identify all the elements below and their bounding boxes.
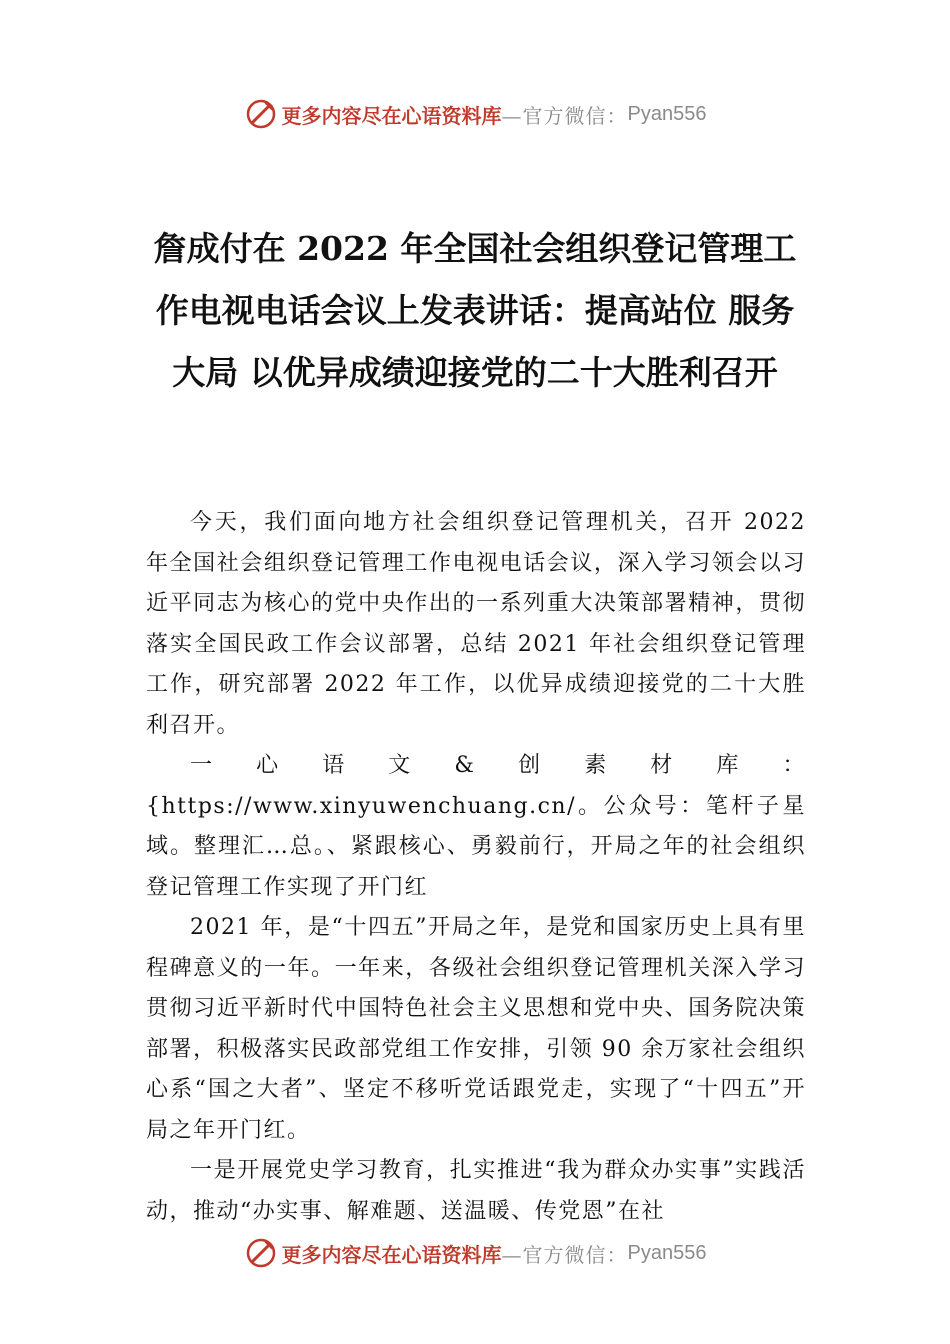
banner-wechat-id: Pyan556 xyxy=(627,102,707,125)
paragraph: 一是开展党史学习教育，扎实推进“我为群众办实事”实践活动，推动“办实事、解难题、送温暖、传党恩”在社 xyxy=(146,1158,806,1224)
header-banner xyxy=(0,94,950,134)
paragraph: 一心语文&创素材库：{https://www.xinyuwenchuang.cn/。公众号：笔杆子星域。整理汇…总。、紧跟核心、勇毅前行，开局之年的社会组织登记管理工作实现了开门红 xyxy=(146,753,806,900)
footer-banner xyxy=(0,1233,950,1273)
banner-red-text: 更多内容尽在心语资料库 xyxy=(281,103,502,128)
paragraph: 今天，我们面向地方社会组织登记管理机关，召开 2022 年全国社会组织登记管理工作电视电话会议，深入学习领会以习近平同志为核心的党中央作出的一系列重大决策部署精神，贯彻落实全国民政工作会议部署，总结 2021 年社会组织登记管理工作，研究部署 2022 年工作，以优异成绩迎接党的二十大胜利召开。 xyxy=(146,510,806,738)
pen-logo-icon xyxy=(244,97,278,131)
paragraph: 2021 年，是“十四五”开局之年，是党和国家历史上具有里程碑意义的一年。一年来，各级社会组织登记管理机关深入学习贯彻习近平新时代中国特色社会主义思想和党中央、国务院决策部署，积极落实民政部党组工作安排，引领 90 余万家社会组织心系“国之大者”、坚定不移听党话跟党走，实现了“十四五”开局之年开门红。 xyxy=(146,915,806,1143)
banner-gray-text: —官方微信： xyxy=(501,103,628,128)
document-body xyxy=(146,503,806,1232)
banner-red-text: 更多内容尽在心语资料库 xyxy=(281,1242,502,1267)
document-title: 詹成付在 2022 年全国社会组织登记管理工作电视电话会议上发表讲话：提高站位 服务大局 以优异成绩迎接党的二十大胜利召开 xyxy=(153,229,797,392)
banner-wechat-id: Pyan556 xyxy=(627,1241,707,1264)
banner-gray-text: —官方微信： xyxy=(501,1242,628,1267)
pen-logo-icon xyxy=(244,1236,278,1270)
